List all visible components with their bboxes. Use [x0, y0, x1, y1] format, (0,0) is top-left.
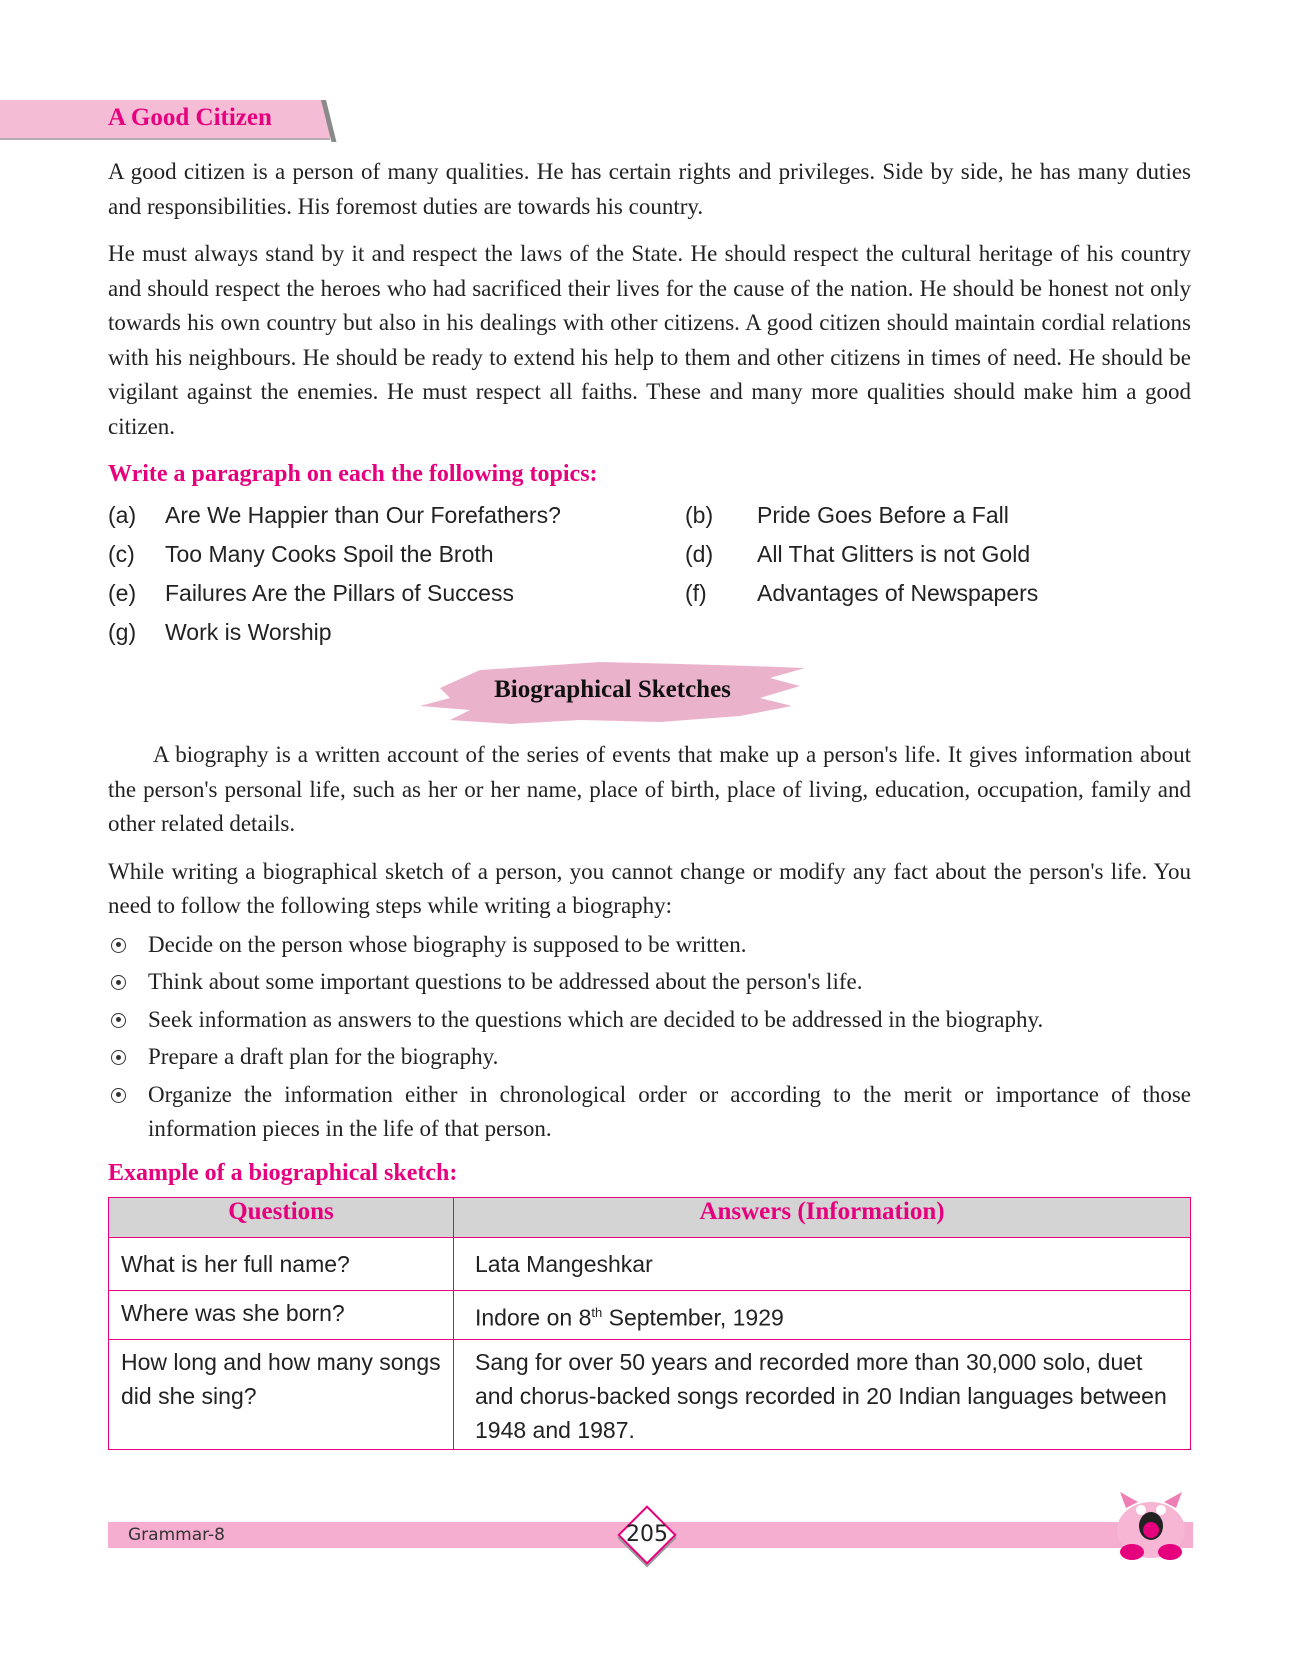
- book-title: Grammar-8: [128, 1525, 225, 1545]
- step-item: [108, 1078, 1191, 1147]
- topic-item: [108, 576, 685, 611]
- topic-label: (c): [108, 541, 135, 567]
- topic-label: (a): [108, 502, 137, 528]
- step-text: Seek information as answers to the questions which are decided to be addressed in the biography.: [148, 1006, 1044, 1032]
- topic-label: (b): [685, 502, 714, 528]
- topic-label: (f): [685, 580, 707, 606]
- example-heading: Example of a biographical sketch:: [108, 1159, 458, 1186]
- table-row: [109, 1237, 1191, 1290]
- answer-cell: [454, 1290, 1191, 1340]
- banner-title: Biographical Sketches: [494, 676, 731, 703]
- step-text: Prepare a draft plan for the biography.: [148, 1044, 499, 1069]
- topic-item: [108, 615, 685, 650]
- bullet-icon: [111, 1013, 126, 1028]
- topic-label: (g): [108, 619, 137, 645]
- question-cell: How long and how many songs did she sing?: [109, 1340, 454, 1450]
- monster-mascot-icon: [1108, 1490, 1194, 1562]
- topic-label: (e): [108, 580, 137, 606]
- column-header-questions: Questions: [109, 1197, 454, 1237]
- citizen-paragraph-2: He must always stand by it and respect the laws of the State. He should respect the cultural heritage of his country and should respect the heroes who had sacrificed their lives for the cause of the nation. He should be honest not only towards his own country but also in his dealings with other citizens. A good citizen should maintain cordial relations with his neighbours. He should be ready to extend his help to them and other citizens in times of need. He should be vigilant against the enemies. He must respect all faiths. These and many more qualities should make him a good citizen.: [108, 241, 1191, 439]
- topic-text: Work is Worship: [165, 619, 332, 645]
- section-title: A Good Citizen: [108, 104, 272, 131]
- bio-paragraph-2: While writing a biographical sketch of a person, you cannot change or modify any fact about the person's life. You need to follow the following steps while writing a biography:: [108, 858, 1191, 918]
- bullet-icon: [111, 1050, 126, 1065]
- answer-cell: Sang for over 50 years and recorded more than 30,000 solo, duet and chorus-backed songs recorded in 20 Indian languages between 1948 and 1987.: [454, 1340, 1191, 1450]
- step-text: Organize the information either in chronological order or according to the merit or importance of those information pieces in the life of that person.: [148, 1081, 1191, 1141]
- bio-paragraph-1: A biography is a written account of the series of events that make up a person's life. It gives information about the person's personal life, such as her or her name, place of birth, place of living, education, occupation, family and other related details.: [108, 742, 1191, 836]
- column-header-answers: Answers (Information): [454, 1197, 1191, 1237]
- biography-table: [108, 1197, 1191, 1451]
- topic-label: (d): [685, 541, 714, 567]
- answer-cell: Lata Mangeshkar: [454, 1237, 1191, 1290]
- topic-text: All That Glitters is not Gold: [757, 541, 1031, 567]
- table-row: [109, 1340, 1191, 1450]
- topic-item: [108, 537, 685, 572]
- step-item: [108, 1003, 1191, 1038]
- table-header-row: [109, 1197, 1191, 1237]
- answer-text: Indore on 8: [475, 1304, 592, 1331]
- bullet-icon: [111, 938, 126, 953]
- page-number: 205: [626, 1522, 668, 1547]
- step-text: Decide on the person whose biography is supposed to be written.: [148, 931, 747, 957]
- topic-text: Failures Are the Pillars of Success: [165, 580, 514, 606]
- bullet-icon: [111, 1088, 126, 1103]
- bullet-icon: [111, 975, 126, 990]
- topic-text: Too Many Cooks Spoil the Broth: [165, 541, 494, 567]
- question-cell: What is her full name?: [109, 1237, 454, 1290]
- topic-text: Advantages of Newspapers: [757, 580, 1039, 606]
- topic-text: Are We Happier than Our Forefathers?: [165, 502, 561, 528]
- answer-text: September, 1929: [602, 1304, 784, 1331]
- topic-item: [108, 498, 685, 533]
- step-item: [108, 928, 1191, 963]
- ordinal-suffix: th: [591, 1304, 603, 1320]
- topic-item: [685, 498, 1191, 533]
- question-cell: Where was she born?: [109, 1290, 454, 1340]
- citizen-paragraph-1: A good citizen is a person of many qualities. He has certain rights and privileges. Side by side, he has many duties and responsibilities. His foremost duties are towards his country.: [108, 159, 1191, 219]
- table-row: [109, 1290, 1191, 1340]
- biographical-sketches-banner: [420, 658, 805, 726]
- topic-item: [685, 537, 1191, 572]
- step-text: Think about some important questions to be addressed about the person's life.: [148, 969, 863, 994]
- step-item: [108, 965, 1191, 1000]
- step-item: [108, 1040, 1191, 1075]
- topic-text: Pride Goes Before a Fall: [757, 502, 1009, 528]
- steps-list: [108, 928, 1191, 1147]
- topics-list: [108, 498, 1191, 650]
- topic-item: [685, 576, 1191, 611]
- topics-heading: Write a paragraph on each the following topics:: [108, 461, 598, 487]
- main-content: [108, 155, 1191, 1450]
